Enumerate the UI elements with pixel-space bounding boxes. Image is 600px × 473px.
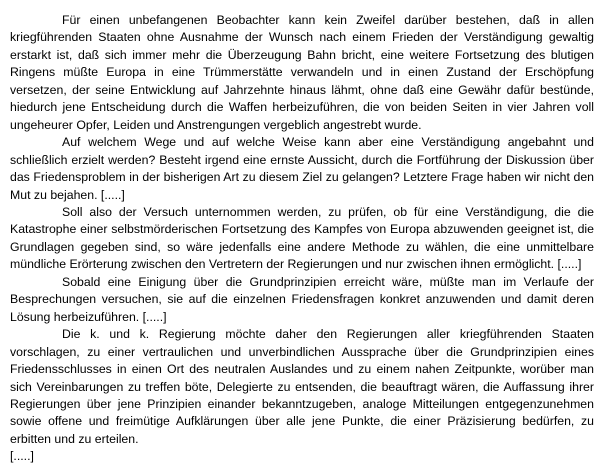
paragraph-5: Die k. und k. Regierung möchte daher den Regierungen aller kriegführenden Staaten vorschlagen, zu einer vertraulichen und unverbindlichen Aussprache über die Grundprinzipien eines Friedensschlusses in einen Ort des neutralen Auslandes und zu einem nahen Zeitpunkte, worüber man sich Vereinbarungen zu treffen böte, Delegierte zu entsenden, die beauftragt wären, die Auffassung ihrer Regierungen über jene Prinzipien einander bekanntzugeben, analoge Mitteilungen entgegenzunehmen sowie offene und freimütige Aufklärungen über alle jene Punkte, die einer Präzisierung bedürfen, zu erbitten und zu erteilen. xyxy=(10,327,594,446)
paragraph-4: Sobald eine Einigung über die Grundprinzipien erreicht wäre, müßte man im Verlaufe der Besprechungen versuchen, sie auf die einzelnen Friedensfragen konkret anzuwenden und damit deren Lösung herbeizuführen. [.....] xyxy=(10,274,594,324)
paragraph-2: Auf welchem Wege und auf welche Weise kann aber eine Verständigung angebahnt und schließlich erzielt werden? Besteht irgend eine ernste Aussicht, durch die Fortführung der Diskussion über das Friedensproblem in der bisherigen Art zu diesem Ziel zu gelangen? Letztere Frage haben wir nicht den Mut zu bejahen. [.....] xyxy=(10,135,594,202)
paragraph-3: Soll also der Versuch unternommen werden, zu prüfen, ob für eine Verständigung, die die Katastrophe einer selbstmörderischen Fortsetzung des Kampfes von Europa abzuwenden geeignet ist, die Grundlagen gegeben sind, so wäre jedenfalls eine andere Methode zu wählen, die eine unmittelbare mündliche Erörterung zwischen den Vertretern der Regierungen und nur zwischen ihnen ermöglicht. [.....] xyxy=(10,204,594,272)
omission-marker: [.....] xyxy=(10,449,34,464)
paragraph-1: Für einen unbefangenen Beobachter kann kein Zweifel darüber bestehen, daß in allen kriegführenden Staaten ohne Ausnahme der Wunsch nach einem Frieden der Verständigung gewaltig erstarkt ist, daß sich immer mehr die Überzeugung Bahn bricht, eine weitere Fortsetzung des blutigen Ringens müßte Europa in eine Trümmerstätte verwandeln und in einen Zustand der Erschöpfung versetzen, der seine Entwicklung auf Jahrzehnte hinaus lähmt, ohne daß eine Gewähr dafür bestünde, hiedurch jene Entscheidung durch die Waffen herbeizuführen, die von beiden Seiten in vier Jahren voll ungeheurer Opfer, Leiden und Anstrengungen vergeblich angestrebt wurde. xyxy=(10,13,594,132)
